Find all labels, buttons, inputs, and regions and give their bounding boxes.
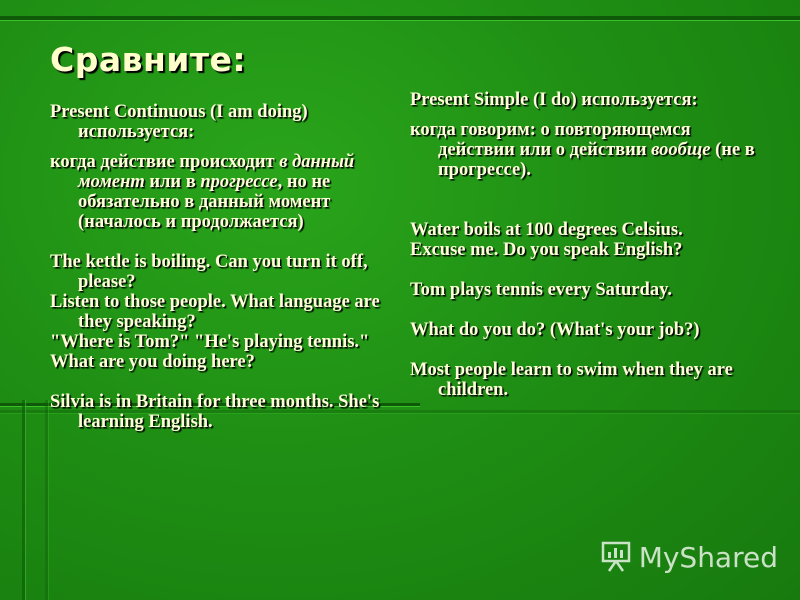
right-desc-part-2: вообще — [651, 140, 711, 160]
right-examples — [410, 220, 755, 400]
left-description — [50, 152, 395, 232]
left-desc-part-2: в данный момент — [78, 152, 355, 192]
right-example-1: Water boils at 100 degrees Celsius. — [410, 220, 683, 240]
right-desc-part-1: когда говорим: о повторяющемся действии или о действии — [410, 120, 691, 160]
right-heading: Present Simple (I do) используется: — [410, 90, 698, 110]
right-example-5: Most people learn to swim when they are children. — [410, 360, 733, 400]
left-example-2: Listen to those people. What language are they speaking? — [50, 292, 380, 332]
left-desc-part-1: когда действие происходит — [50, 152, 280, 172]
presentation-board-icon — [599, 540, 633, 574]
left-example-1: The kettle is boiling. Can you turn it off, please? — [50, 252, 368, 292]
left-example-3: "Where is Tom?" "He's playing tennis." — [50, 332, 370, 352]
right-desc-part-3: (не в прогрессе). — [438, 140, 755, 180]
right-example-2: Excuse me. Do you speak English? — [410, 240, 683, 260]
right-example-3: Tom plays tennis every Saturday. — [410, 280, 672, 300]
left-example-5: Silvia is in Britain for three months. She's learning English. — [50, 392, 380, 432]
right-column — [410, 90, 755, 400]
left-desc-part-3: или в — [144, 172, 201, 192]
watermark-text: MyShared — [638, 540, 778, 574]
left-example-4: What are you doing here? — [50, 352, 255, 372]
left-desc-part-4: прогрессе — [200, 172, 278, 192]
slide-title: Сравните: — [50, 40, 247, 79]
left-examples — [50, 252, 395, 432]
left-heading: Present Continuous (I am doing) используется: — [50, 102, 308, 142]
decorative-line — [0, 16, 800, 20]
decorative-line — [22, 400, 25, 600]
decorative-line — [45, 400, 48, 600]
watermark-logo — [599, 540, 778, 574]
right-description — [410, 120, 755, 180]
left-desc-part-5: , но не обязательно в данный момент (началось и продолжается) — [78, 172, 331, 232]
right-example-4: What do you do? (What's your job?) — [410, 320, 700, 340]
left-column — [50, 102, 395, 432]
